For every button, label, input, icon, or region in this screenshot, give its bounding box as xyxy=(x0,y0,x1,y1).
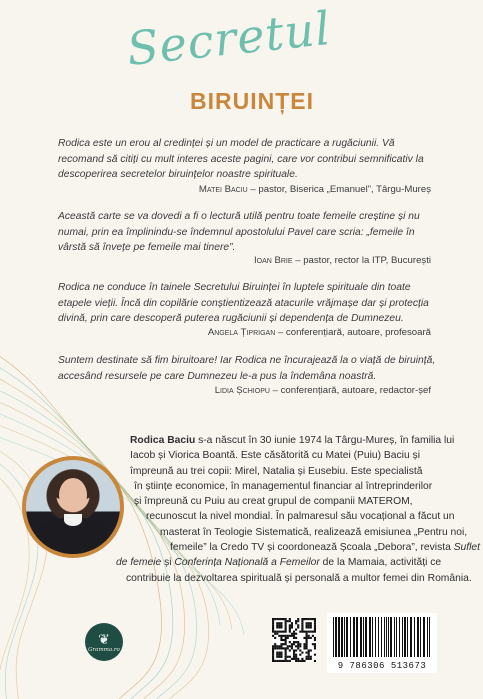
author-photo xyxy=(22,456,124,558)
publisher-name: Gramma.ro xyxy=(88,646,120,653)
quote-1: Rodica este un erou al credinței și un model de practicare a rugăciunii. Vă recomand să citiți cu mult interes aceste pagini, care vor contribui semnificativ la descoperirea secretelor biruințelor noastre spirituale. xyxy=(58,138,424,180)
quote-2-author: Ioan Brie xyxy=(253,255,293,266)
quote-4-author: Lidia Șchiopu xyxy=(214,385,270,396)
bio-author-name: Rodica Baciu xyxy=(130,435,196,446)
quote-3-author: Angela Țiprigan xyxy=(207,327,276,338)
quote-2-role: – pastor, rector la ITP, București xyxy=(292,255,431,266)
author-bio: Rodica Baciu s-a născut în 30 iunie 1974 la Târgu-Mureș, în familia lui Iacob și Viorica Boantă. Este căsătorită cu Matei (Puiu) Baciu și împreună au trei copii: Mirel, Natalia și Eusebiu. Este specialistă în științe economice, în managementul financiar al întreprinderilor și împreună cu Puiu au creat grupul de companii MATEROM, recunoscut la nivel mondial. În palmaresul său vocațional a făcut un masterat în Teologie Sistematică, realizează emisiunea „Pentru noi, femeile” la Credo TV și coordonează Școala „Debora”, revista Suflet de femeie și Conferința Națională a Femeilor de la Mamaia, activități ce contribuie la dezvoltarea spirituală și personală a multor femei din România. xyxy=(116,435,481,584)
quote-2-attribution xyxy=(254,255,431,266)
quote-3-attribution xyxy=(208,327,431,338)
quote-4: Suntem destinate să fim biruitoare! Iar Rodica ne încurajează la o viață de biruință, accesând resursele pe care Dumnezeu le-a pus la îndemâna noastră. xyxy=(58,355,436,382)
isbn-barcode xyxy=(327,613,437,673)
tree-icon: ❦ xyxy=(98,630,110,647)
qr-code xyxy=(272,618,316,662)
quote-2: Această carte se va dovedi a fi o lectură utilă pentru toate femeile creștine și nu numai, prin ea împlinindu-se îndemnul apostolului Pavel care scria: „femeile în vârstă să învețe pe femeile mai tinere”. xyxy=(58,211,420,253)
publisher-logo xyxy=(85,623,123,661)
barcode-graphic xyxy=(327,613,437,661)
qr-code-graphic xyxy=(272,618,316,662)
isbn-number: 9 786306 513673 xyxy=(337,661,427,671)
quote-4-attribution xyxy=(215,385,431,396)
quote-1-attribution xyxy=(199,184,431,195)
quote-1-author: Matei Baciu xyxy=(198,184,248,195)
quote-4-role: – conferențiară, autoare, redactor-șef xyxy=(269,385,431,396)
quote-1-role: – pastor, Biserica „Emanuel”, Târgu-Mureș xyxy=(247,184,431,195)
quote-3: Rodica ne conduce în tainele Secretului Biruinței în luptele spirituale din toate etapele vieții. Încă din copilărie conștientizează atacurile vrăjmașe dar și protecția divină, prin care descoperă puterea rugăciunii și dependența de Dumnezeu. xyxy=(58,282,429,324)
quote-3-role: – conferențiară, autoare, profesoară xyxy=(275,327,431,338)
title-main: BIRUINȚEI xyxy=(190,88,314,114)
author-portrait xyxy=(26,460,120,554)
title-script: Secretul xyxy=(124,0,334,76)
